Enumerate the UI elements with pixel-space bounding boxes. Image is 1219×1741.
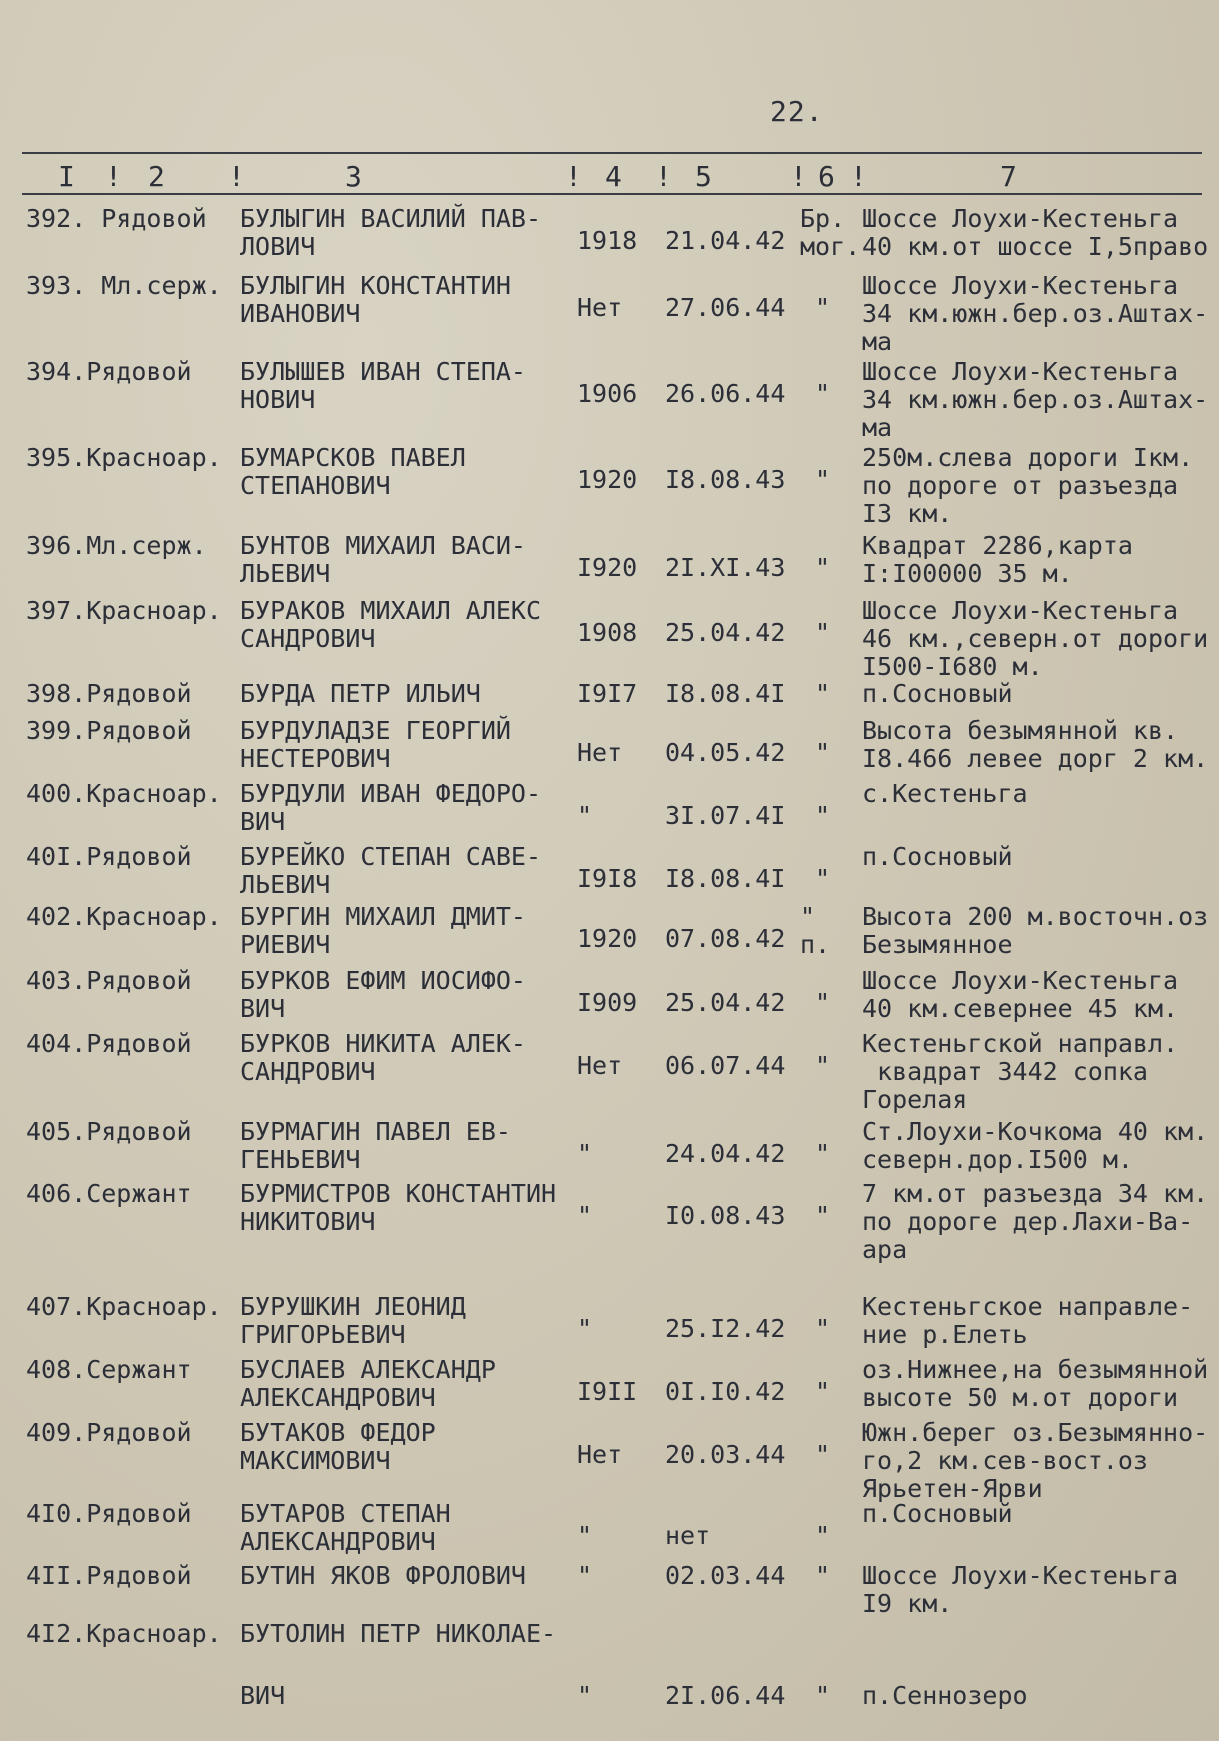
header-col-4: 4: [605, 160, 622, 193]
record-grave-ditto: ": [815, 293, 831, 322]
record-birth-year: I909: [577, 988, 638, 1017]
record-burial-place: Шоссе Лоухи-Кестеньга 46 км.,северн.от дороги I500-I680 м.: [862, 596, 1209, 681]
record-grave-type: Бр. мог.: [800, 204, 861, 261]
record-death-date: 25.04.42: [665, 618, 786, 647]
record-birth-year: I9II: [577, 1377, 638, 1406]
record-grave-ditto: ": [815, 465, 831, 494]
table-header: [0, 160, 1219, 193]
record-grave-ditto: ": [815, 1377, 831, 1406]
record-burial-place: Шоссе Лоухи-Кестеньга 40 км.от шоссе I,5право: [862, 204, 1209, 261]
record-name: БУРГИН МИХАИЛ ДМИТ- РИЕВИЧ: [240, 902, 526, 959]
header-col-2: 2: [148, 160, 165, 193]
header-sep-4: !: [655, 160, 672, 193]
record-name: БУРМАГИН ПАВЕЛ ЕВ- ГЕНЬЕВИЧ: [240, 1117, 511, 1174]
record-grave-ditto: ": [815, 1681, 831, 1710]
record-death-date: 2I.XI.43: [665, 553, 786, 582]
record-number-rank: 399.Рядовой: [26, 716, 192, 745]
header-sep-1: !: [105, 160, 122, 193]
record-birth-year: 1908: [577, 618, 638, 647]
record-death-date: I8.08.4I: [665, 679, 786, 708]
record-burial-place: Южн.берег оз.Безымянно- го,2 км.сев-вост.оз Ярьетен-Ярви: [862, 1418, 1209, 1503]
record-death-date: 07.08.42: [665, 924, 786, 953]
record-burial-place: Квадрат 2286,карта I:I00000 35 м.: [862, 531, 1133, 588]
record-grave-ditto: ": [815, 738, 831, 767]
record-death-date: 27.06.44: [665, 293, 786, 322]
header-col-3: 3: [345, 160, 362, 193]
record-grave-ditto: ": [815, 988, 831, 1017]
record-name: БУРДА ПЕТР ИЛЬИЧ: [240, 679, 481, 708]
header-rule-bottom: [22, 193, 1202, 195]
page-number: 22.: [770, 95, 824, 128]
record-death-date: 25.04.42: [665, 988, 786, 1017]
record-birth-year: Нет: [577, 293, 623, 322]
header-col-5: 5: [695, 160, 712, 193]
record-number-rank: 398.Рядовой: [26, 679, 192, 708]
record-number-rank: 396.Мл.серж.: [26, 531, 207, 560]
record-number-rank: 405.Рядовой: [26, 1117, 192, 1146]
record-birth-year: I920: [577, 553, 638, 582]
record-death-date: I8.08.4I: [665, 864, 786, 893]
record-grave-ditto: ": [815, 1051, 831, 1080]
record-grave-ditto: ": [815, 1139, 831, 1168]
record-number-rank: 409.Рядовой: [26, 1418, 192, 1447]
record-grave-ditto: ": [815, 801, 831, 830]
record-name: БУТОЛИН ПЕТР НИКОЛАЕ-: [240, 1619, 557, 1648]
record-number-rank: 402.Красноар.: [26, 902, 222, 931]
record-name: БУРДУЛАДЗЕ ГЕОРГИЙ НЕСТЕРОВИЧ: [240, 716, 511, 773]
record-birth-year: ": [577, 1314, 593, 1343]
record-name: БУРКОВ ЕФИМ ИОСИФО- ВИЧ: [240, 966, 526, 1023]
record-number-rank: 400.Красноар.: [26, 779, 222, 808]
record-number-rank: 408.Сержант: [26, 1355, 192, 1384]
record-grave-ditto: ": [815, 1440, 831, 1469]
record-burial-place: п.Сеннозеро: [862, 1681, 1028, 1710]
record-burial-place: Шоссе Лоухи-Кестеньга 34 км.южн.бер.оз.Аштах- ма: [862, 357, 1209, 442]
record-number-rank: 392. Рядовой: [26, 204, 207, 233]
record-number-rank: 403.Рядовой: [26, 966, 192, 995]
record-burial-place: оз.Нижнее,на безымянной высоте 50 м.от дороги: [862, 1355, 1209, 1412]
record-name: БУРАКОВ МИХАИЛ АЛЕКС САНДРОВИЧ: [240, 596, 542, 653]
record-death-date: 0I.I0.42: [665, 1377, 786, 1406]
record-number-rank: 395.Красноар.: [26, 443, 222, 472]
record-name: БУТАКОВ ФЕДОР МАКСИМОВИЧ: [240, 1418, 436, 1475]
record-birth-year: 1918: [577, 226, 638, 255]
record-name: ВИЧ: [240, 1681, 286, 1710]
record-number-rank: 4I0.Рядовой: [26, 1499, 192, 1528]
record-grave-ditto: ": [815, 379, 831, 408]
record-burial-place: с.Кестеньга: [862, 779, 1028, 808]
record-birth-year: ": [577, 1521, 593, 1550]
record-birth-year: ": [577, 1139, 593, 1168]
record-burial-place: Шоссе Лоухи-Кестеньга 34 км.южн.бер.оз.Аштах- ма: [862, 271, 1209, 356]
record-burial-place: Высота безымянной кв. I8.466 левее дорг 2 км.: [862, 716, 1209, 773]
record-grave-ditto: ": [815, 618, 831, 647]
record-grave-ditto: ": [815, 1561, 831, 1590]
record-grave-ditto: ": [815, 679, 831, 708]
record-number-rank: 397.Красноар.: [26, 596, 222, 625]
record-grave-ditto: ": [815, 1201, 831, 1230]
record-name: БУЛЫШЕВ ИВАН СТЕПА- НОВИЧ: [240, 357, 526, 414]
record-name: БУЛЫГИН КОНСТАНТИН ИВАНОВИЧ: [240, 271, 511, 328]
record-grave-ditto: ": [815, 1314, 831, 1343]
record-death-date: I8.08.43: [665, 465, 786, 494]
header-col-7: 7: [1000, 160, 1017, 193]
record-grave-ditto: ": [815, 864, 831, 893]
record-burial-place: Кестеньгской направл. квадрат 3442 сопка Горелая: [862, 1029, 1179, 1114]
header-col-1: I: [58, 160, 75, 193]
record-burial-place: п.Сосновый: [862, 842, 1013, 871]
record-burial-place: Высота 200 м.восточн.оз Безымянное: [862, 902, 1209, 959]
record-death-date: нет: [665, 1521, 711, 1550]
record-death-date: 04.05.42: [665, 738, 786, 767]
header-rule-top: [22, 152, 1202, 154]
record-death-date: 20.03.44: [665, 1440, 786, 1469]
record-name: БУТИН ЯКОВ ФРОЛОВИЧ: [240, 1561, 526, 1590]
record-name: БУРДУЛИ ИВАН ФЕДОРО- ВИЧ: [240, 779, 542, 836]
record-number-rank: 4II.Рядовой: [26, 1561, 192, 1590]
record-death-date: 21.04.42: [665, 226, 786, 255]
record-birth-year: 1920: [577, 924, 638, 953]
record-birth-year: ": [577, 801, 593, 830]
record-burial-place: 7 км.от разъезда 34 км. по дороге дер.Лахи-Ва- ара: [862, 1179, 1209, 1264]
record-name: БУНТОВ МИХАИЛ ВАСИ- ЛЬЕВИЧ: [240, 531, 526, 588]
record-birth-year: ": [577, 1681, 593, 1710]
record-number-rank: 406.Сержант: [26, 1179, 192, 1208]
record-death-date: 24.04.42: [665, 1139, 786, 1168]
record-birth-year: I9I7: [577, 679, 638, 708]
record-birth-year: Нет: [577, 738, 623, 767]
header-sep-2: !: [228, 160, 245, 193]
record-birth-year: Нет: [577, 1051, 623, 1080]
header-sep-5: !: [790, 160, 807, 193]
record-death-date: I0.08.43: [665, 1201, 786, 1230]
record-death-date: 25.I2.42: [665, 1314, 786, 1343]
record-number-rank: 40I.Рядовой: [26, 842, 192, 871]
header-sep-3: !: [565, 160, 582, 193]
record-burial-place: п.Сосновый: [862, 679, 1013, 708]
record-birth-year: Нет: [577, 1440, 623, 1469]
record-death-date: 2I.06.44: [665, 1681, 786, 1710]
record-number-rank: 407.Красноар.: [26, 1292, 222, 1321]
header-sep-6: !: [850, 160, 867, 193]
record-birth-year: ": [577, 1561, 593, 1590]
record-death-date: 3I.07.4I: [665, 801, 786, 830]
record-number-rank: 394.Рядовой: [26, 357, 192, 386]
record-birth-year: ": [577, 1201, 593, 1230]
header-col-6: 6: [818, 160, 835, 193]
record-name: БУРМИСТРОВ КОНСТАНТИН НИКИТОВИЧ: [240, 1179, 557, 1236]
record-birth-year: I9I8: [577, 864, 638, 893]
record-birth-year: 1906: [577, 379, 638, 408]
record-name: БУРУШКИН ЛЕОНИД ГРИГОРЬЕВИЧ: [240, 1292, 466, 1349]
record-number-rank: 4I2.Красноар.: [26, 1619, 222, 1648]
record-grave-ditto: ": [815, 1521, 831, 1550]
record-number-rank: 404.Рядовой: [26, 1029, 192, 1058]
record-birth-year: 1920: [577, 465, 638, 494]
record-burial-place: Шоссе Лоухи-Кестеньга 40 км.севернее 45 км.: [862, 966, 1179, 1023]
record-death-date: 02.03.44: [665, 1561, 786, 1590]
record-name: БУТАРОВ СТЕПАН АЛЕКСАНДРОВИЧ: [240, 1499, 451, 1556]
record-number-rank: 393. Мл.серж.: [26, 271, 222, 300]
record-burial-place: п.Сосновый: [862, 1499, 1013, 1528]
record-name: БУМАРСКОВ ПАВЕЛ СТЕПАНОВИЧ: [240, 443, 466, 500]
record-burial-place: Шоссе Лоухи-Кестеньга I9 км.: [862, 1561, 1179, 1618]
record-burial-place: Ст.Лоухи-Кочкома 40 км. северн.дор.I500 м.: [862, 1117, 1209, 1174]
record-burial-place: Кестеньгское направле- ние р.Елеть: [862, 1292, 1194, 1349]
record-burial-place: 250м.слева дороги Iкм. по дороге от разъезда I3 км.: [862, 443, 1194, 528]
record-grave-type: " п.: [800, 902, 831, 959]
record-name: БУСЛАЕВ АЛЕКСАНДР АЛЕКСАНДРОВИЧ: [240, 1355, 496, 1412]
record-death-date: 06.07.44: [665, 1051, 786, 1080]
record-name: БУЛЫГИН ВАСИЛИЙ ПАВ- ЛОВИЧ: [240, 204, 542, 261]
record-death-date: 26.06.44: [665, 379, 786, 408]
record-name: БУРЕЙКО СТЕПАН САВЕ- ЛЬЕВИЧ: [240, 842, 542, 899]
record-grave-ditto: ": [815, 553, 831, 582]
record-name: БУРКОВ НИКИТА АЛЕК- САНДРОВИЧ: [240, 1029, 526, 1086]
